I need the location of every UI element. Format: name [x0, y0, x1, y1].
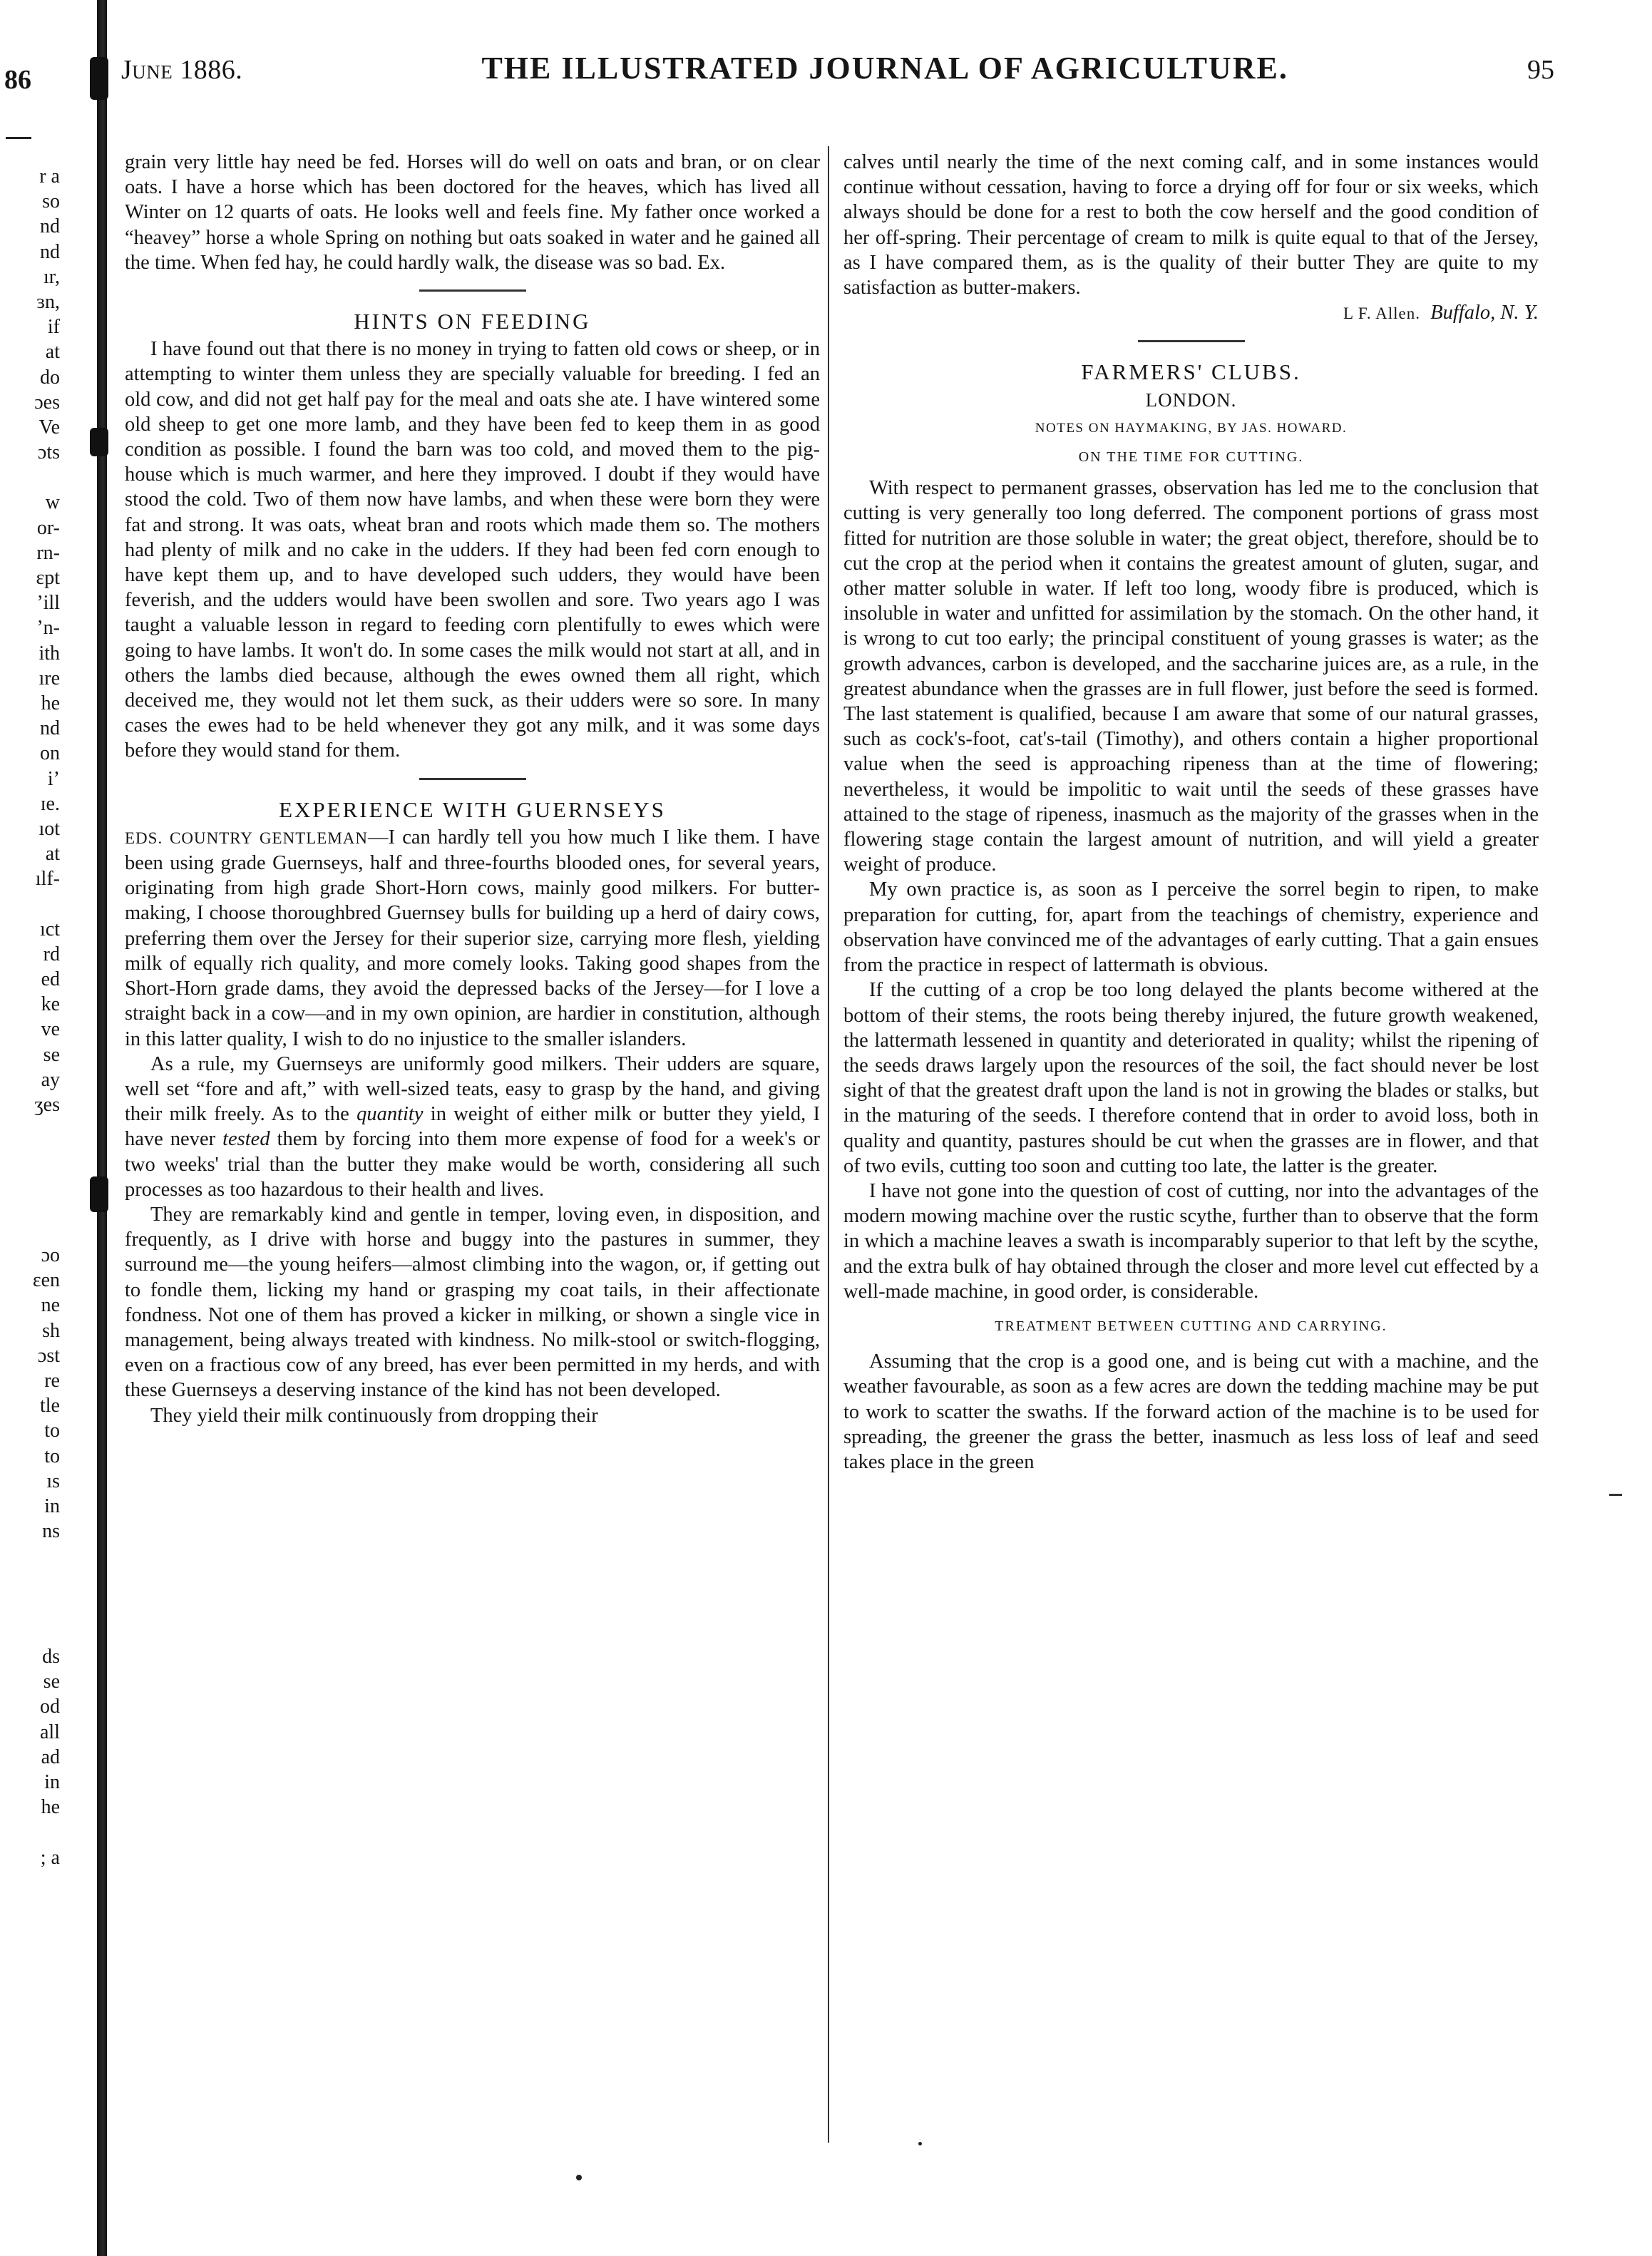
margin-fragment	[3, 1218, 60, 1243]
margin-fragment	[3, 1569, 60, 1594]
section-separator	[1138, 340, 1245, 342]
guernsey-paragraph-1: EDS. COUNTRY GENTLEMAN—I can hardly tell you how much I like them. I have been using grade Guernseys, half and three-fourths blooded ones, for several years, originating from high grade Short-Horn cows, mainly good milkers. For butter-making, I choose thoroughbred Guernsey bulls for building up a herd of dairy cows, preferring them over the Jersey for their superior size, carrying more flesh, yielding milk of equally rich quality, and more comely looks. Taking good shapes from the Short-Horn grade dams, they avoid the depressed backs of the Jersey—for I love a straight back in a cow—and in my own opinion, are hardier in constitution, although in this latter quality, I wish to do no injustice to the smaller islanders.	[125, 826, 820, 1050]
margin-fragment: ɔo	[41, 1244, 60, 1267]
hints-paragraph: I have found out that there is no money in trying to fatten old cows or sheep, or in attempting to winter them unless they are specially valuable for breeding. I fed an old cow, and did not get half pay for the meal and oats she ate. I have wintered some old sheep to get one more lamb, and they have been fed to keep them in as good condition as possible. I found the barn was too cold, and moved them to the pig-house which is much warmer, and here they improved. I doubt if they would have stood the cold. Two of them now have lambs, and when these were born they were fat and strong. It was oats, wheat bran and roots which made them so. The mothers had plenty of milk and no cake in the udders. If they had been fed corn enough to have kept them up, and to have developed such udders, they would have been feverish, and the udders would have been swollen and sore. Two years ago I was taught a valuable lesson in regard to feeding corn plentifully to ewes which were going to have lambs. It won't do. In some cases the milk would not start at all, and in others the lambs died because, although the ewes owned them all right, which deceived me, they would not let them suck, as their udders were so sore. In many cases the ewes had to be held whenever they got any milk, and it was some days before they would stand for them.	[125, 338, 820, 762]
clubs-paragraph-3: If the cutting of a crop be too long delayed the plants become withered at the bottom of their stems, the roots being thereby injured, the future growth weakened, the lattermath lessened in quantity and deteriorated in quality; whilst the ripening of the seeds draws largely upon the resources of the soil, the fact should never be lost sight of that the greatest draft upon the land is not in growing the blades or stalks, but in the maturing of the seeds. I therefore contend that in order to avoid loss, both in quality and quantity, pastures should be cut when the grasses are in flower, and that of two evils, cutting too soon and cutting too late, the latter is the greater.	[843, 979, 1539, 1177]
margin-fragment: nd	[40, 240, 60, 263]
margin-fragment: to	[44, 1420, 60, 1442]
margin-fragment: if	[47, 316, 60, 339]
margin-fragment: ke	[41, 993, 60, 1016]
margin-fragment: w	[45, 491, 60, 514]
ink-speck	[918, 2142, 922, 2145]
margin-fragment: ɪe.	[40, 792, 60, 815]
margin-fragment	[3, 1193, 60, 1218]
margin-fragment: re	[44, 1370, 60, 1392]
journal-title: THE ILLUSTRATED JOURNAL OF AGRICULTURE.	[481, 51, 1288, 86]
binding-blot	[90, 57, 108, 100]
margin-fragment: so	[42, 190, 60, 213]
adjacent-page-margin	[0, 0, 71, 2256]
margin-fragment: ıot	[39, 817, 60, 840]
margin-fragment: rd	[43, 943, 60, 965]
margin-fragment: ɔst	[37, 1344, 60, 1367]
margin-fragment: ıs	[46, 1470, 60, 1492]
margin-fragment: in	[44, 1771, 60, 1793]
margin-fragment: ed	[41, 968, 60, 990]
margin-fragment: od	[40, 1696, 60, 1718]
margin-fragment	[3, 891, 60, 916]
margin-fragment: he	[41, 692, 60, 714]
page-number: 95	[1527, 55, 1554, 85]
page-header	[121, 50, 1554, 93]
margin-fragment: ʒes	[34, 1093, 60, 1116]
margin-fragment: ɔes	[34, 391, 60, 414]
margin-dash	[6, 137, 31, 139]
margin-fragment: ʼill	[36, 592, 60, 615]
adjacent-page-number: 86	[4, 65, 31, 95]
margin-fragment: se	[43, 1043, 60, 1066]
margin-fragment	[3, 1117, 60, 1142]
margin-fragment: ɔts	[37, 441, 60, 464]
margin-fragment	[3, 1544, 60, 1569]
ink-speck	[576, 2175, 582, 2180]
margin-text-fragments	[3, 164, 60, 1870]
margin-fragment: ad	[41, 1745, 60, 1768]
issue-date: June 1886.	[121, 55, 243, 85]
margin-fragment: all	[40, 1721, 60, 1743]
clubs-subheading: ON THE TIME FOR CUTTING.	[1078, 449, 1304, 466]
guernsey-paragraph-4: They yield their milk continuously from dropping their	[150, 1404, 598, 1427]
margin-fragment: se	[43, 1671, 60, 1693]
treatment-heading: TREATMENT BETWEEN CUTTING AND CARRYING.	[995, 1318, 1387, 1334]
margin-fragment	[3, 1619, 60, 1644]
margin-fragment	[3, 1168, 60, 1193]
margin-fragment: ır,	[43, 265, 60, 288]
margin-fragment: or-	[36, 516, 60, 539]
margin-fragment: ne	[41, 1294, 60, 1317]
margin-fragment: on	[40, 742, 60, 765]
margin-fragment: ʼn-	[36, 617, 60, 640]
margin-fragment: tle	[40, 1395, 60, 1417]
section-separator	[419, 289, 526, 292]
column-rule	[828, 146, 829, 2143]
margin-tick	[1609, 1494, 1622, 1496]
section-separator	[419, 778, 526, 780]
author-name: L F. Allen.	[1343, 304, 1420, 323]
clubs-paragraph-1: With respect to permanent grasses, observation has led me to the conclusion that cutting is very generally too long deferred. The component portions of grass most fitted for nutrition are those soluble in water; the great object, therefore, should be to cut the crop at the period when it contains the greatest amount of gluten, sugar, and other matter soluble in water. If left too long, woody fibre is produced, which is insoluble in water and unfitted for assimilation by the stomach. On the other hand, it is wrong to cut too early; the principal constituent of young grasses is water; as the growth advances, carbon is developed, and the saccharine juices are, as a rule, in the greatest abundance when the grasses are in full flower, just before the seed is formed. The last statement is qualified, because I am aware that some of our natural grasses, such as cock's-foot, cat's-tail (Timothy), and others contain a higher proportional value when the seed is approaching ripeness than at the time of flowering; nevertheless, it would be impolitic to wait until the seeds of these grasses have attained to the stage of ripeness, inasmuch as the majority of the grasses when in the flowering stage contain the largest amount of nutrition, and will yield a greater weight of produce.	[843, 477, 1539, 876]
article-signature	[843, 300, 1539, 326]
margin-fragment	[3, 1594, 60, 1619]
margin-fragment: ɛpt	[36, 567, 60, 589]
margin-fragment: ılf-	[35, 868, 60, 891]
margin-fragment: ıct	[40, 918, 60, 940]
margin-fragment	[3, 1142, 60, 1167]
margin-fragment: at	[45, 843, 60, 866]
article-heading-clubs: FARMERS' CLUBS.	[1081, 359, 1301, 385]
margin-fragment: ɜn,	[36, 290, 60, 313]
treatment-paragraph-1: Assuming that the crop is a good one, and is being cut with a machine, and the weather favourable, as soon as a few acres are down the tedding machine may be put to work to scatter the swaths. If the forward action of the machine is to be used for spreading, the greener the grass the better, inasmuch as less loss of leaf and seed takes place in the green	[843, 1350, 1539, 1473]
margin-fragment: in	[44, 1494, 60, 1517]
intro-paragraph: grain very little hay need be fed. Horses will do well on oats and bran, or on clear oats. I have a horse which has been doctored for the heaves, which has lived all Winter on 12 quarts of oats. He looks well and feels fine. My father once worked a “heavey” horse a whole Spring on nothing but oats soaked in water and he gained all the time. When fed hay, he could hardly walk, the disease was so bad. Ex.	[125, 151, 820, 274]
margin-fragment	[3, 1820, 60, 1845]
clubs-paragraph-2: My own practice is, as soon as I perceive the sorrel begin to ripen, to make preparation for cutting, for, apart from the teachings of chemistry, experience and observation have convinced me of the advantages of early cutting. That a gain ensues from the practice in respect of lattermath is obvious.	[843, 878, 1539, 977]
margin-fragment: ns	[42, 1520, 60, 1543]
guernsey-paragraph-3: They are remarkably kind and gentle in temper, loving even, in disposition, and frequently, as I drive with horse and buggy into the pastures in summer, they surround me—the young heifers—almost climbing into the wagon, or, if getting out to fondle them, licking my hand or grasping my coat tails, in their affectionate fondness. Not one of them has proved a kicker in milking, or shown a single vice in management, being always treated with kindness. No milk-stool or switch-flogging, even on a fractious cow of any breed, has ever been permitted in my herds, and with these Guernseys a deserving instance of the kind has not been developed.	[125, 1203, 820, 1402]
margin-fragment: iʼ	[47, 767, 60, 790]
margin-fragment	[3, 465, 60, 490]
margin-fragment: ; a	[40, 1846, 60, 1869]
margin-fragment: Ve	[39, 416, 60, 439]
binding-blot	[90, 428, 108, 456]
margin-fragment: to	[44, 1445, 60, 1467]
margin-fragment: sh	[42, 1319, 60, 1342]
margin-fragment: rn-	[36, 541, 60, 564]
guernsey-continuation: calves until nearly the time of the next coming calf, and in some instances would continue without cessation, having to force a drying off for four or six weeks, which always should be done for a rest to both the cow herself and the good condition of her off-spring. Their percentage of cream to milk is quite equal to that of the Jersey, as I have compared them, as is the quality of their butter They are quite to my satisfaction as butter-makers.	[843, 151, 1539, 299]
margin-fragment: ıre	[39, 667, 60, 689]
margin-fragment: ve	[41, 1018, 60, 1041]
guernsey-paragraph-2: As a rule, my Guernseys are uniformly good milkers. Their udders are square, well set “fore and aft,” with well-sized teats, easy to grasp by the hand, and giving their milk freely. As to the quantity in weight of either milk or butter they yield, I have never tested them by forcing into them more expense of food for a week's or two weeks' trial than the butter they make would be worth, considering all such processes as too hazardous to their health and lives.	[125, 1052, 820, 1201]
article-heading-hints: HINTS ON FEEDING	[354, 309, 591, 334]
margin-fragment: nd	[40, 717, 60, 740]
author-place: Buffalo, N. Y.	[1430, 302, 1539, 324]
margin-fragment: nd	[40, 215, 60, 238]
binding-shadow	[97, 0, 107, 2256]
binding-blot	[90, 1176, 108, 1212]
margin-fragment: ɛen	[32, 1269, 60, 1292]
margin-fragment: r a	[39, 165, 60, 188]
margin-fragment: ay	[41, 1068, 60, 1091]
clubs-city: LONDON.	[1145, 389, 1237, 411]
margin-fragment: ds	[42, 1646, 60, 1668]
left-column	[125, 150, 820, 1428]
article-heading-guernseys: EXPERIENCE WITH GUERNSEYS	[279, 796, 666, 822]
guernsey-lead: EDS. COUNTRY GENTLEMAN	[125, 829, 369, 847]
margin-fragment: he	[41, 1796, 60, 1819]
margin-fragment: at	[45, 341, 60, 364]
clubs-paragraph-4: I have not gone into the question of cost of cutting, nor into the advantages of the modern mowing machine over the rustic scythe, further than to observe that the form in which a machine leaves a swath is incomparably superior to that left by the scythe, and the extra bulk of hay obtained through the closer and more level cut effected by a well-made machine, in good order, is considerable.	[843, 1179, 1539, 1303]
clubs-notes-byline: NOTES ON HAYMAKING, BY JAS. HOWARD.	[1035, 420, 1348, 436]
margin-fragment: ith	[39, 642, 60, 665]
margin-fragment: do	[40, 366, 60, 389]
right-column	[843, 150, 1539, 1475]
